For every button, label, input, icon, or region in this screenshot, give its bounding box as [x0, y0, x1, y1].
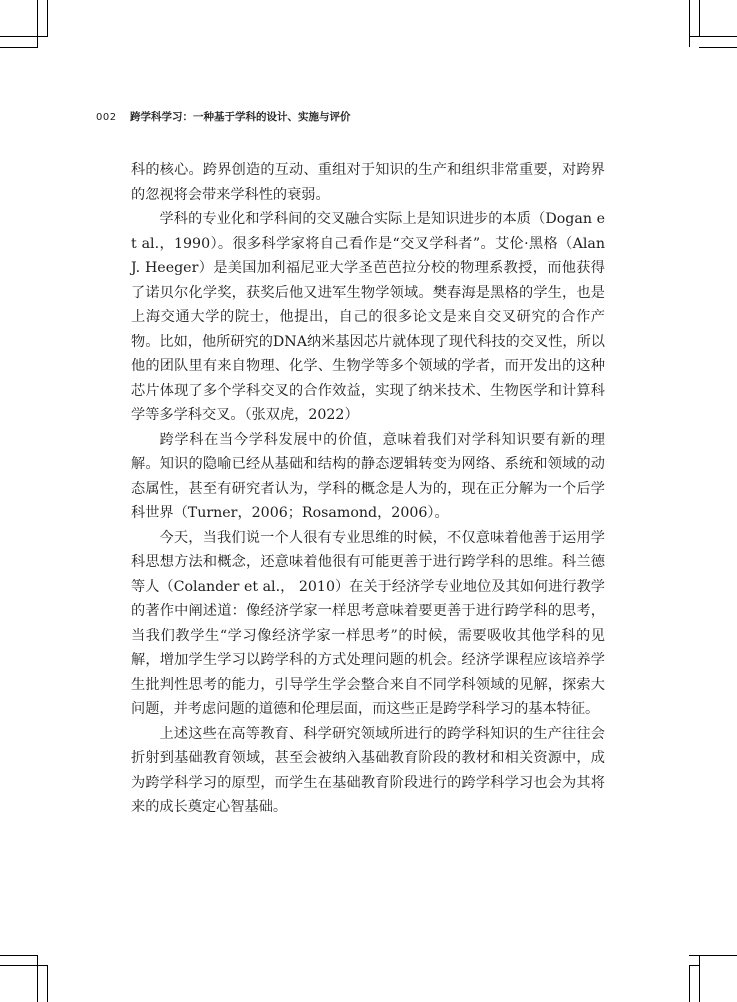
crop-mark-top-left-vertical-inner: [47, 0, 48, 37]
crop-mark-top-left-vertical: [37, 0, 38, 47]
paragraph-economics-thinking: 今天，当我们说一个人很有专业思维的时候，不仅意味着他善于运用学科思想方法和概念，还意味着他很有可能更善于进行跨学科的思维。科兰德等人（Colander et al.， 2010）在关于经济学专业地位及其如何进行教学的著作中阐述道：像经济学家一样思考意味着要更善于进行跨学科的思考，当我们教学生“学习像经济学家一样思考”的时候，需要吸收其他学科的见解，增加学生学习以跨学科的方式处理问题的机会。经济学课程应该培养学生批判性思考的能力，引导学生学会整合来自不同学科领域的见解，探索大问题，并考虑问题的道德和伦理层面，而这些正是跨学科学习的基本特征。: [131, 529, 605, 717]
crop-mark-top-right-vertical-inner: [699, 0, 700, 37]
crop-mark-bottom-right-vertical: [689, 965, 690, 1002]
crop-mark-top-right-vertical: [689, 0, 690, 47]
crop-mark-bottom-left-vertical-inner: [47, 965, 48, 1002]
crop-mark-bottom-right-horizontal-inner: [689, 965, 700, 966]
page-number: 002: [96, 112, 117, 123]
paragraph-continued: 科的核心。跨界创造的互动、重组对于知识的生产和组织非常重要，对跨界的忽视将会带来学科性的衰弱。: [131, 162, 605, 203]
running-head: [96, 109, 616, 125]
book-title: 跨学科学习：一种基于学科的设计、实施与评价: [130, 111, 351, 123]
crop-mark-bottom-left-horizontal: [0, 965, 47, 966]
crop-mark-top-right-horizontal: [689, 36, 737, 37]
crop-mark-top-left-horizontal-inner: [0, 47, 38, 48]
crop-mark-bottom-right-horizontal: [689, 955, 737, 956]
crop-mark-top-right-horizontal-inner: [699, 47, 737, 48]
crop-mark-top-left-horizontal: [0, 36, 47, 37]
crop-mark-bottom-left-vertical: [37, 955, 38, 1002]
crop-mark-bottom-left-horizontal-inner: [0, 955, 38, 956]
crop-mark-bottom-right-vertical-inner: [699, 955, 700, 1002]
paragraph-basic-education: 上述这些在高等教育、科学研究领域所进行的跨学科知识的生产往往会折射到基础教育领域，甚至会被纳入基础教育阶段的教材和相关资源中，成为跨学科学习的原型，而学生在基础教育阶段进行的跨学科学习也会为其将来的成长奠定心智基础。: [131, 725, 605, 815]
paragraph-knowledge-metaphor: 跨学科在当今学科发展中的价值，意味着我们对学科知识要有新的理解。知识的隐喻已经从基础和结构的静态逻辑转变为网络、系统和领域的动态属性，甚至有研究者认为，学科的概念是人为的，现在正分解为一个后学科世界（Turner，2006；Rosamond，2006）。: [131, 431, 605, 521]
body-text: [131, 158, 605, 820]
paragraph-interdisciplinary-scientists: 学科的专业化和学科间的交叉融合实际上是知识进步的本质（Dogan et al.，1990）。很多科学家将自己看作是“交叉学科者”。艾伦·黑格（Alan J. Heeger）是美国加利福尼亚大学圣芭芭拉分校的物理系教授，而他获得了诺贝尔化学奖，获奖后他又进军生物学领域。樊春海是黑格的学生，也是上海交通大学的院士，他提出，自己的很多论文是来自交叉研究的合作产物。比如，他所研究的DNA纳米基因芯片就体现了现代科技的交叉性，所以他的团队里有来自物理、化学、生物学等多个领域的学者，而开发出的这种芯片体现了多个学科交叉的合作效益，实现了纳米技术、生物医学和计算科学等多学科交叉。（张双虎，2022）: [131, 211, 605, 423]
